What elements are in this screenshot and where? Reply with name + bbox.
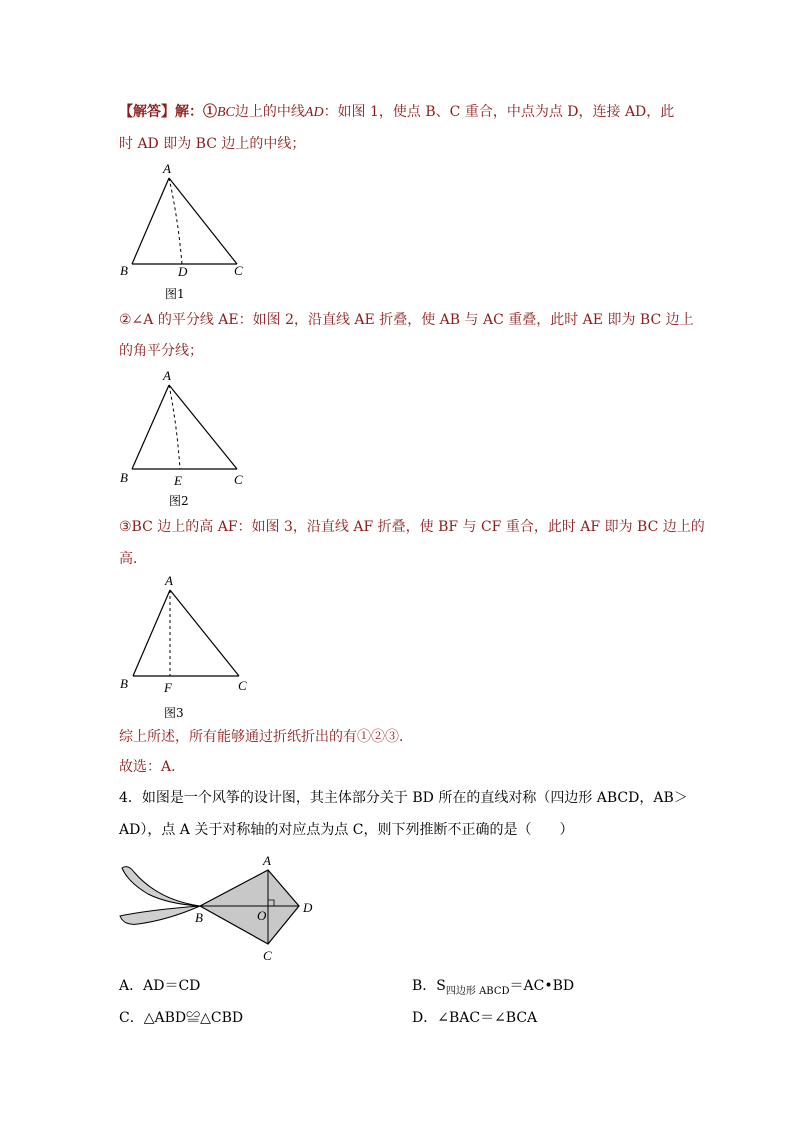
question-4-line-2: AD），点 A 关于对称轴的对应点为点 C，则下列推断不正确的是（ ） [119,822,574,838]
fig3-side-ac [170,590,239,676]
fig1-side-ac [169,178,237,264]
option-b[interactable] [412,976,574,1002]
kite-label-b: B [195,910,203,925]
kite-label-o: O [257,908,267,923]
solution-line-4: 的角平分线； [119,343,203,359]
solution-line-1 [119,102,674,123]
figure-2-caption: 图2 [169,494,189,508]
kite-label-d: D [303,900,313,915]
option-d[interactable]: D．∠BAC＝∠BCA [412,1010,538,1026]
solution-line-3: ②∠A 的平分线 AE：如图 2，沿直线 AE 折叠，使 AB 与 AC 重叠，此时 AE 即为 BC 边上 [119,312,694,328]
kite-figure [118,850,328,965]
fig1-label-d: D [178,264,188,279]
option-b-prefix: B．S [412,978,446,994]
kite-lower-tail [120,906,200,924]
figure-1-triangle [115,158,255,283]
fig2-label-b: B [120,470,128,485]
solution-line-1-rest: ：如图 1，使点 B、C 重合，中点为点 D，连接 AD，此 [323,104,675,120]
solution-line-1-prefix: 【解答】解：① [119,104,217,120]
figure-3-triangle [115,570,255,700]
option-a[interactable]: A．AD＝CD [119,978,201,994]
solution-line-2: 时 AD 即为 BC 边上的中线； [119,136,306,152]
question-4-line-1: 4．如图是一个风筝的设计图，其主体部分关于 BD 所在的直线对称（四边形 ABCD，AB＞ [119,790,688,806]
fig1-label-c: C [234,263,243,278]
figure-3-caption: 图3 [164,706,184,720]
option-b-subscript: 四边形 ABCD [445,985,510,997]
fig2-label-e: E [174,473,182,488]
fig1-median-ad [169,178,182,264]
kite-upper-tail [122,867,200,906]
fig3-label-f: F [164,680,172,695]
kite-label-a: A [263,853,271,868]
solution-summary: 综上所述，所有能够通过折纸折出的有①②③． [119,729,413,745]
fig3-label-b: B [120,676,128,691]
solution-line-1-bc: BC [217,105,235,120]
option-c[interactable]: C．△ABD≌△CBD [119,1010,244,1026]
fig3-label-a: A [165,573,173,588]
kite-label-c: C [263,948,272,963]
fig2-label-a: A [163,368,171,383]
solution-answer: 故选：A． [119,759,186,775]
solution-line-5: ③BC 边上的高 AF：如图 3，沿直线 AF 折叠，使 BF 与 CF 重合，此时 AF 即为 BC 边上的 [119,519,705,535]
fig1-label-a: A [163,161,171,176]
fig3-label-c: C [238,678,247,693]
figure-2-triangle [115,365,255,490]
option-b-rest: ＝AC•BD [509,978,575,994]
fig1-label-b: B [120,263,128,278]
solution-line-1-ad: AD [304,105,324,120]
figure-1-caption: 图1 [165,287,185,301]
fig1-side-ab [132,178,169,264]
solution-line-6: 高． [119,551,147,567]
fig2-bisector-ae [169,385,180,469]
fig3-side-ab [133,590,170,676]
fig2-label-c: C [234,472,243,487]
fig2-side-ab [132,385,169,469]
kite-body [200,870,299,944]
solution-line-1-mid: 边上的中线 [234,104,305,120]
